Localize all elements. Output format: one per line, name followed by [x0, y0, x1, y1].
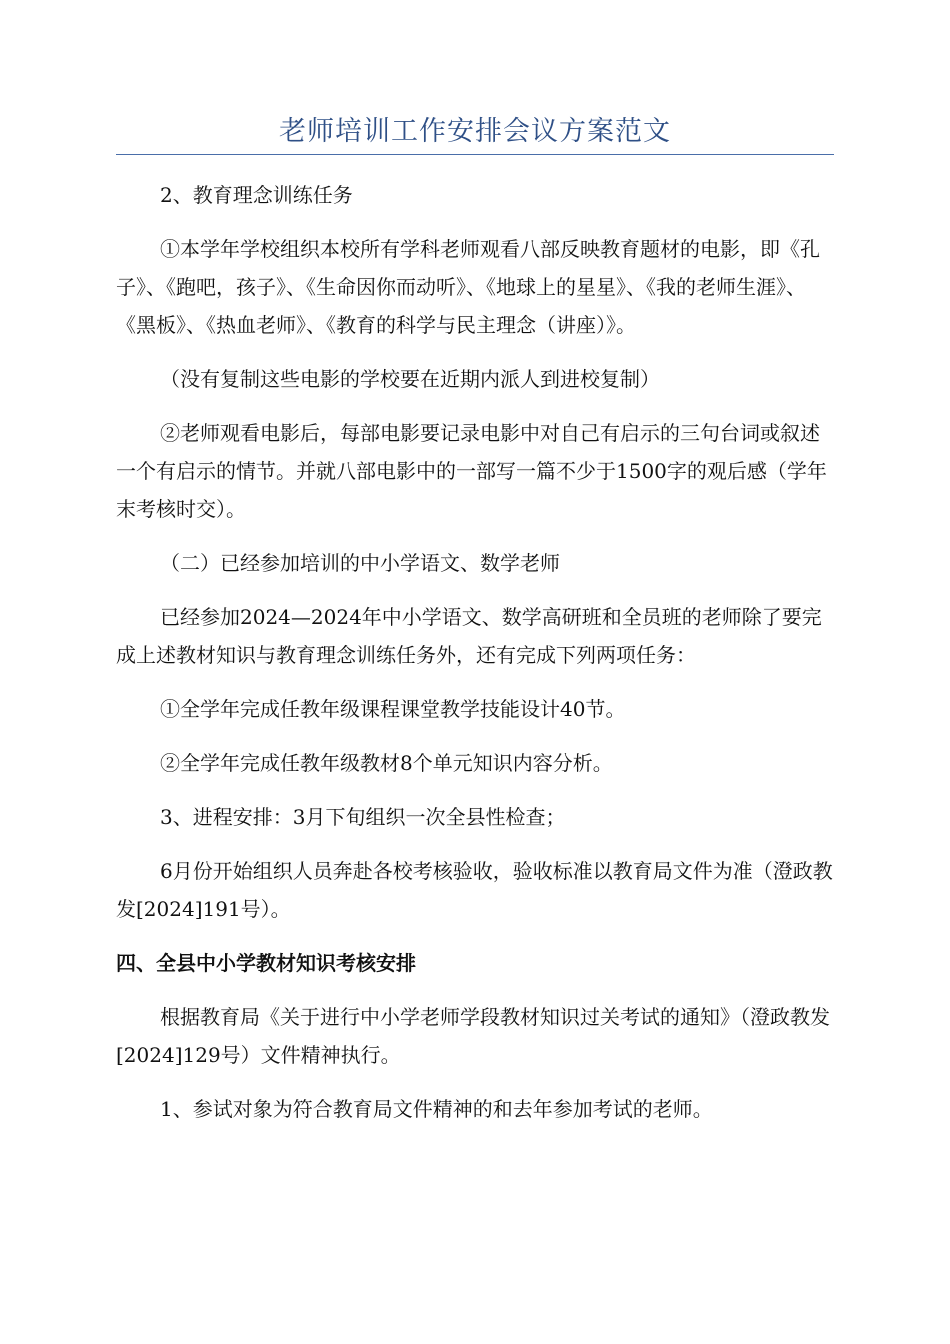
paragraph-task-unit-analysis: ②全学年完成任教年级教材8个单元知识内容分析。	[160, 751, 613, 775]
paragraph-copy-note: （没有复制这些电影的学校要在近期内派人到进校复制）	[160, 367, 660, 391]
paragraph-trained-teachers-tasks: 已经参加2024—2024年中小学语文、数学高研班和全员班的老师除了要完成上述教材知识与教育理念训练任务外，还有完成下列两项任务：	[116, 605, 822, 667]
paragraph-schedule: 3、进程安排：3月下旬组织一次全县性检查；	[160, 805, 566, 829]
paragraph-task-lesson-design: ①全学年完成任教年级课程课堂教学技能设计40节。	[160, 697, 626, 721]
document-title: 老师培训工作安排会议方案范文	[279, 116, 671, 147]
paragraph-exam-participants: 1、参试对象为符合教育局文件精神的和去年参加考试的老师。	[160, 1097, 713, 1121]
paragraph-movie-reflection: ②老师观看电影后，每部电影要记录电影中对自己有启示的三句台词或叙述一个有启示的情节。并就八部电影中的一部写一篇不少于1500字的观后感（学年末考核时交）。	[116, 421, 827, 521]
section-heading-education-concept: 2、教育理念训练任务	[160, 183, 353, 207]
section-heading-exam: 四、全县中小学教材知识考核安排	[116, 951, 416, 975]
paragraph-acceptance: 6月份开始组织人员奔赴各校考核验收，验收标准以教育局文件为准（澄政教发[2024]191号）。	[116, 859, 833, 921]
title-underline	[116, 154, 834, 155]
paragraph-movie-list: ①本学年学校组织本校所有学科老师观看八部反映教育题材的电影，即《孔子》、《跑吧，孩子》、《生命因你而动听》、《地球上的星星》、《我的老师生涯》、《黑板》、《热血老师》、《教育的科学与民主理念（讲座）》。	[116, 237, 820, 337]
section-heading-trained-teachers: （二）已经参加培训的中小学语文、数学老师	[160, 551, 560, 575]
paragraph-exam-basis: 根据教育局《关于进行中小学老师学段教材知识过关考试的通知》（澄政教发[2024]129号）文件精神执行。	[116, 1005, 830, 1067]
document-body	[116, 176, 834, 1144]
